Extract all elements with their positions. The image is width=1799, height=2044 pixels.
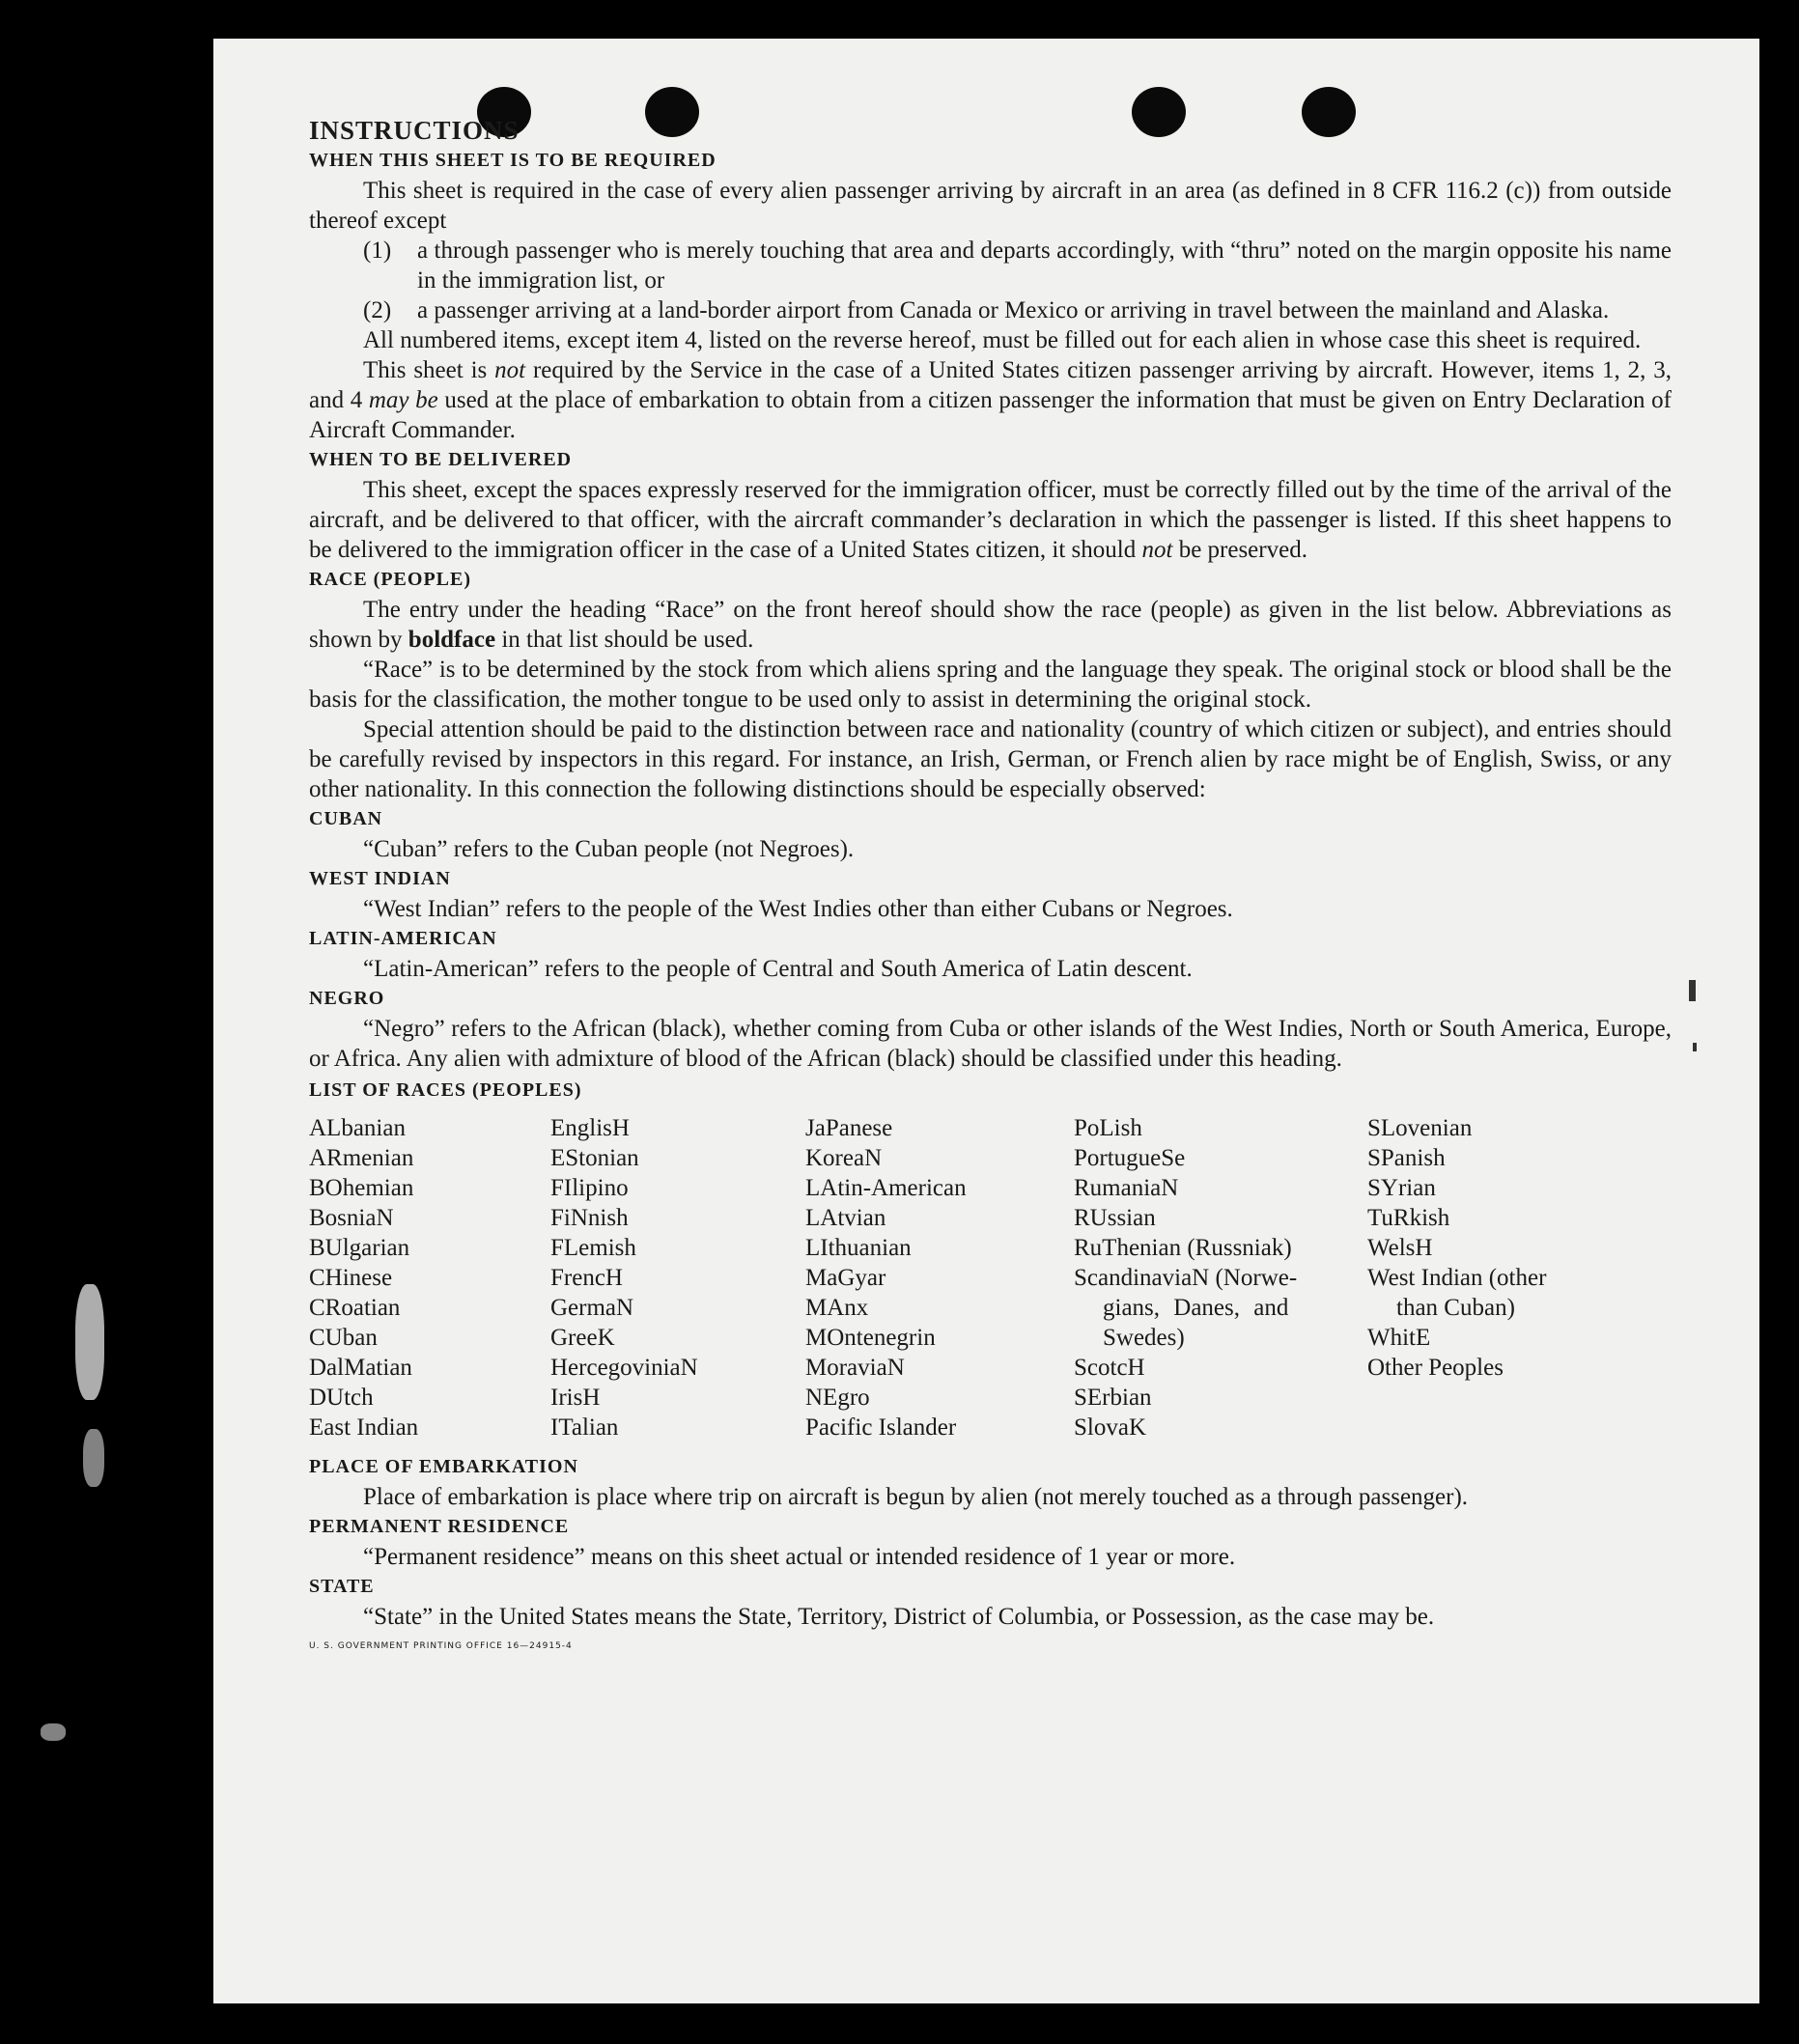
section-heading: LIST OF RACES (PEOPLES) — [309, 1079, 582, 1101]
race-entry: HercegoviniaN — [550, 1355, 698, 1381]
race-entry: SYrian — [1367, 1175, 1436, 1201]
race-entry: PoLish — [1074, 1115, 1142, 1141]
race-entry: DUtch — [309, 1385, 374, 1411]
race-entry: FrencH — [550, 1265, 623, 1291]
race-entry: WhitE — [1367, 1325, 1431, 1351]
paragraph: “Latin-American” refers to the people of Central and South America of Latin descent. — [363, 956, 1193, 982]
race-entry: FLemish — [550, 1235, 636, 1261]
race-entry-continued: Swedes) — [1103, 1325, 1185, 1351]
section-heading: PERMANENT RESIDENCE — [309, 1516, 570, 1537]
race-entry: BUlgarian — [309, 1235, 410, 1261]
scan-blot — [41, 1723, 66, 1741]
section-heading: WHEN TO BE DELIVERED — [309, 449, 573, 470]
race-entry: LIthuanian — [805, 1235, 912, 1261]
race-entry: ScandinaviaN (Norwe- — [1074, 1265, 1298, 1291]
race-entry: TuRkish — [1367, 1205, 1450, 1231]
section-heading: WHEN THIS SHEET IS TO BE REQUIRED — [309, 150, 717, 171]
paragraph: Special attention should be paid to the distinction between race and nationality (country of which citizen or subject), and entries should be carefully revised by inspectors in this regard. For instance, an Irish, German, or French alien by race might be of English, Swiss, or any other nationality. In this connection the following distinctions should be especially observed: — [309, 716, 1672, 802]
race-column — [309, 1113, 550, 1442]
paragraph: This sheet, except the spaces expressly reserved for the immigration officer, must be correctly filled out by the time of the arrival of the aircraft, and be delivered to that officer, with the aircraft commander’s declaration in which the passenger is listed. If this sheet happens to be delivered to the immigration officer in the case of a United States citizen, it should not be preserved. — [309, 477, 1672, 563]
paragraph: “State” in the United States means the State, Territory, District of Columbia, or Possession, as the case may be. — [363, 1604, 1435, 1630]
race-entry: ARmenian — [309, 1145, 414, 1171]
race-entry: EStonian — [550, 1145, 639, 1171]
race-entry: CRoatian — [309, 1295, 401, 1321]
race-entry: MAnx — [805, 1295, 869, 1321]
list-item — [309, 295, 1672, 325]
paragraph: “West Indian” refers to the people of the West Indies other than either Cubans or Negroes. — [363, 896, 1233, 922]
race-entry: SErbian — [1074, 1385, 1152, 1411]
race-column — [1367, 1113, 1672, 1442]
section-heading: LATIN-AMERICAN — [309, 928, 497, 949]
item-text: a through passenger who is merely touching that area and departs accordingly, with “thru” noted on the margin opposite his name in the immigration list, or — [417, 238, 1672, 294]
paragraph: This sheet is required in the case of every alien passenger arriving by aircraft in an area (as defined in 8 CFR 116.2 (c)) from outside thereof except — [309, 178, 1672, 234]
paragraph: All numbered items, except item 4, listed on the reverse hereof, must be filled out for each alien in whose case this sheet is required. — [363, 327, 1642, 353]
race-entry: KoreaN — [805, 1145, 883, 1171]
race-entry: LAtin-American — [805, 1175, 967, 1201]
race-entry: Pacific Islander — [805, 1414, 957, 1441]
race-entry: FIlipino — [550, 1175, 629, 1201]
race-entry: MoraviaN — [805, 1355, 905, 1381]
race-entry-continued: gians, Danes, and — [1103, 1295, 1289, 1321]
race-column — [805, 1113, 1074, 1442]
race-entry: RuThenian (Russniak) — [1074, 1235, 1292, 1261]
item-number: (1) — [363, 238, 392, 264]
section-heading: WEST INDIAN — [309, 868, 451, 889]
item-number: (2) — [363, 297, 392, 323]
paragraph: “Permanent residence” means on this sheet actual or intended residence of 1 year or more. — [363, 1544, 1236, 1570]
race-entry: West Indian (other — [1367, 1265, 1547, 1291]
race-entry: MOntenegrin — [805, 1325, 936, 1351]
race-entry: SPanish — [1367, 1145, 1446, 1171]
section-heading: CUBAN — [309, 808, 383, 829]
race-entry: Other Peoples — [1367, 1355, 1504, 1381]
race-entry: DalMatian — [309, 1355, 412, 1381]
race-column — [1074, 1113, 1367, 1442]
paragraph: This sheet is not required by the Service in the case of a United States citizen passenger arriving by aircraft. However, items 1, 2, 3, and 4 may be used at the place of embarkation to obtain from a citizen passenger the information that must be given on Entry Declaration of Aircraft Commander. — [309, 357, 1673, 443]
race-entry: BosniaN — [309, 1205, 394, 1231]
race-entry: SlovaK — [1074, 1414, 1146, 1441]
race-entry: RumaniaN — [1074, 1175, 1179, 1201]
paragraph: The entry under the heading “Race” on the front hereof should show the race (people) as given in the list below. Abbreviations as shown by boldface in that list should be used. — [309, 597, 1672, 653]
item-text: a passenger arriving at a land-border airport from Canada or Mexico or arriving in travel between the mainland and Alaska. — [417, 297, 1610, 323]
race-entry: East Indian — [309, 1414, 419, 1441]
race-entry: GermaN — [550, 1295, 634, 1321]
race-entry: ScotcH — [1074, 1355, 1145, 1381]
race-entry: SLovenian — [1367, 1115, 1473, 1141]
race-entry: LAtvian — [805, 1205, 886, 1231]
document-page — [213, 39, 1759, 2003]
paragraph: “Race” is to be determined by the stock from which aliens spring and the language they speak. The original stock or blood shall be the basis for the classification, the mother tongue to be used only to assist in determining the original stock. — [309, 657, 1672, 713]
scan-blot — [83, 1429, 104, 1487]
race-entry: ALbanian — [309, 1115, 406, 1141]
instructions-text — [309, 116, 1672, 1662]
race-entry: NEgro — [805, 1385, 870, 1411]
race-entry-continued: than Cuban) — [1396, 1295, 1515, 1321]
race-entry: ITalian — [550, 1414, 619, 1441]
race-entry: BOhemian — [309, 1175, 414, 1201]
section-heading: RACE (PEOPLE) — [309, 569, 471, 590]
section-heading: PLACE OF EMBARKATION — [309, 1456, 578, 1477]
paragraph: Place of embarkation is place where trip on aircraft is begun by alien (not merely touched as a through passenger). — [363, 1484, 1469, 1510]
section-heading: NEGRO — [309, 988, 385, 1009]
race-entry: CHinese — [309, 1265, 393, 1291]
page-title: INSTRUCTIONS — [309, 116, 520, 145]
race-entry: EnglisH — [550, 1115, 630, 1141]
race-column — [550, 1113, 805, 1442]
section-heading: STATE — [309, 1576, 375, 1597]
race-entry: WelsH — [1367, 1235, 1433, 1261]
list-item — [309, 236, 1672, 295]
race-entry: FiNnish — [550, 1205, 629, 1231]
scan-speck — [1689, 980, 1696, 1001]
race-entry: JaPanese — [805, 1115, 893, 1141]
race-entry: GreeK — [550, 1325, 615, 1351]
race-entry: RUssian — [1074, 1205, 1156, 1231]
scan-speck — [1693, 1043, 1697, 1051]
race-entry: CUban — [309, 1325, 378, 1351]
paragraph: “Negro” refers to the African (black), whether coming from Cuba or other islands of the West Indies, North or South America, Europe, or Africa. Any alien with admixture of blood of the African (black) should be classified under this heading. — [309, 1016, 1672, 1072]
race-entry: PortugueSe — [1074, 1145, 1186, 1171]
race-entry: IrisH — [550, 1385, 601, 1411]
paragraph: “Cuban” refers to the Cuban people (not Negroes). — [363, 836, 855, 862]
printer-imprint: U. S. GOVERNMENT PRINTING OFFICE 16—24915-4 — [309, 1641, 573, 1651]
race-entry: MaGyar — [805, 1265, 886, 1291]
race-list — [309, 1113, 1672, 1442]
scan-blot — [75, 1284, 104, 1400]
